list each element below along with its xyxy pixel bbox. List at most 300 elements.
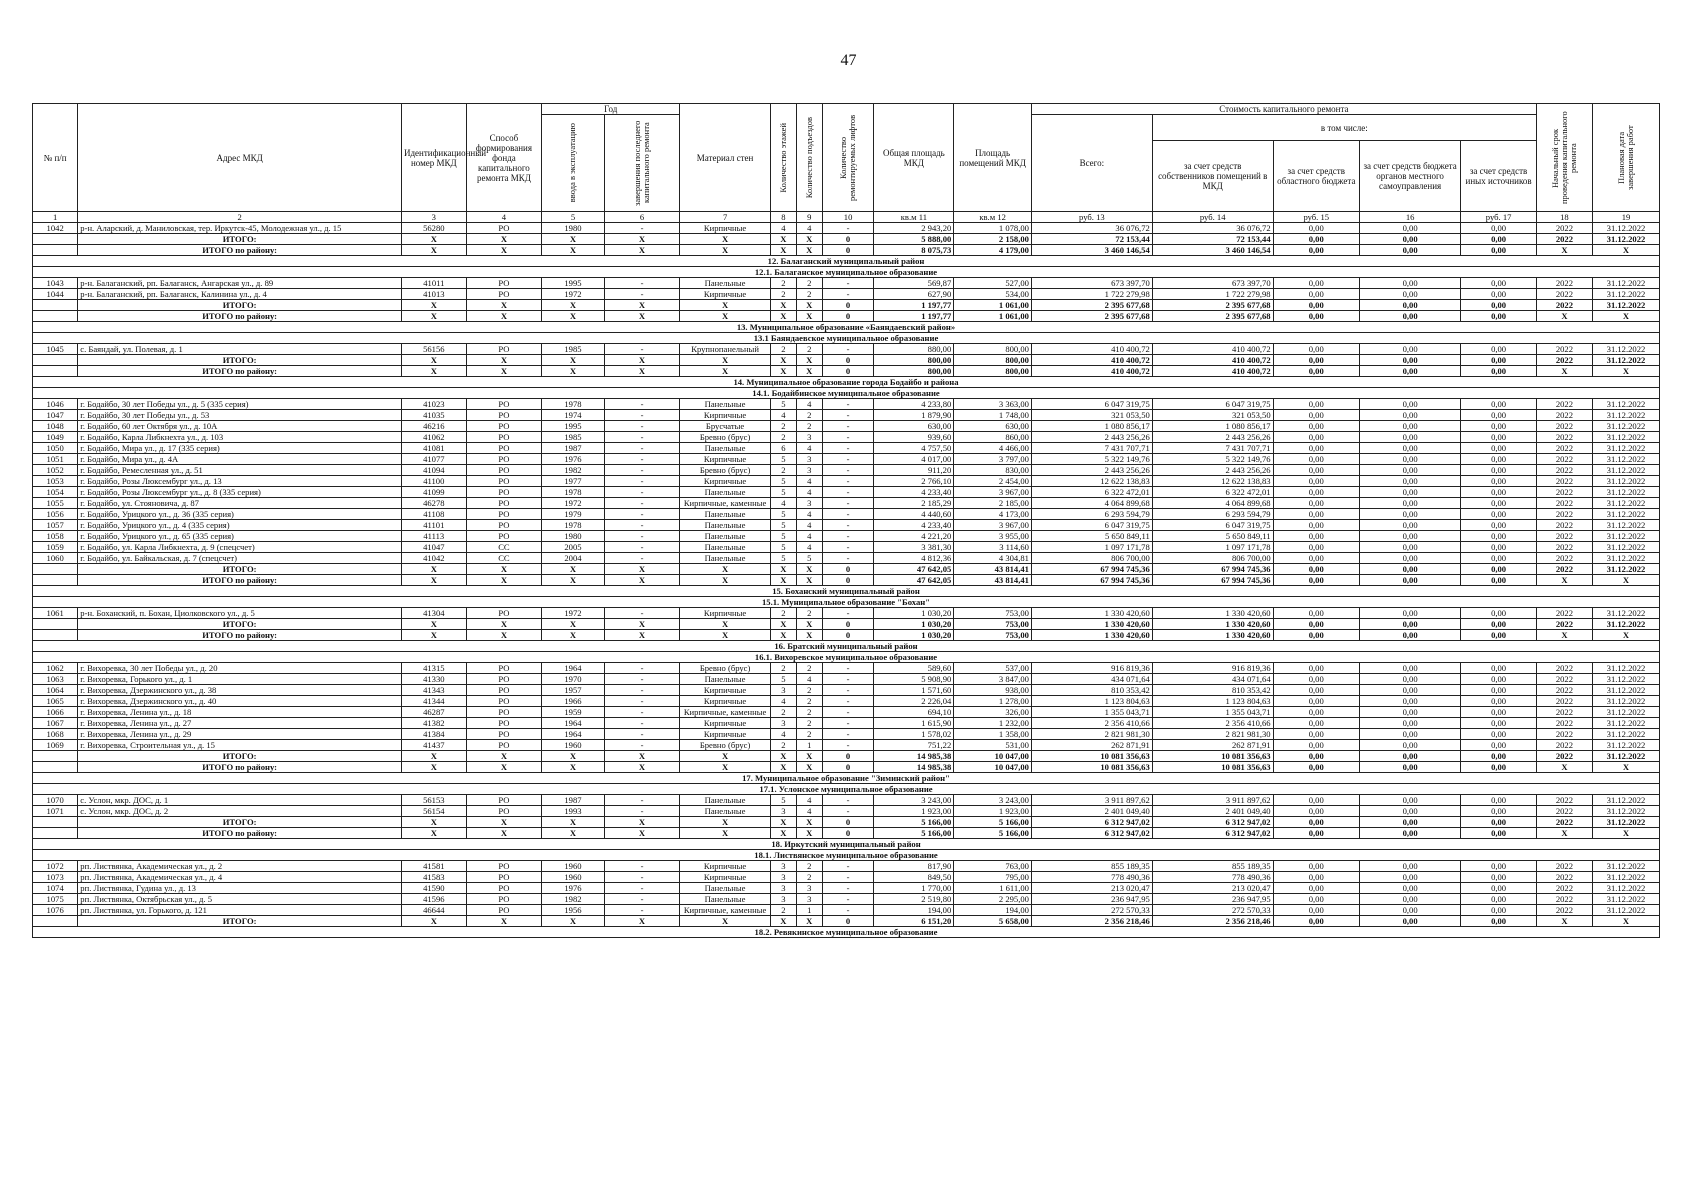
table-cell: Панельные — [680, 806, 771, 817]
table-cell: 4 233,40 — [874, 520, 954, 531]
table-cell: 1043 — [33, 278, 78, 289]
table-cell: X — [1592, 762, 1659, 773]
table-cell: 41013 — [401, 289, 466, 300]
table-row — [33, 740, 1660, 751]
table-cell: 0,00 — [1273, 476, 1359, 487]
table-cell: 410 400,72 — [1152, 366, 1273, 377]
table-cell: 916 819,36 — [1152, 663, 1273, 674]
table-cell: 849,50 — [874, 872, 954, 883]
table-cell: - — [604, 509, 680, 520]
table-cell: 1 722 279,98 — [1031, 289, 1152, 300]
table-row — [33, 883, 1660, 894]
table-cell: - — [604, 476, 680, 487]
header-col-number: 16 — [1359, 212, 1460, 223]
table-cell: г. Бодайбо, Мира ул., д. 17 (335 серия) — [78, 443, 402, 454]
table-cell: 2022 — [1536, 509, 1592, 520]
table-cell: 753,00 — [954, 630, 1032, 641]
table-cell: г. Бодайбо, Карла Либкнехта ул., д. 103 — [78, 432, 402, 443]
table-cell: 0 — [822, 575, 874, 586]
table-cell: Кирпичные — [680, 454, 771, 465]
table-cell: 3 460 146,54 — [1152, 245, 1273, 256]
header-year-commission: ввода в эксплуатацию — [542, 115, 605, 212]
table-cell: РО — [466, 872, 542, 883]
table-cell: рп. Листвянка, Гудина ул., д. 13 — [78, 883, 402, 894]
table-cell: РО — [466, 707, 542, 718]
table-cell: Брусчатые — [680, 421, 771, 432]
table-cell: 31.12.2022 — [1592, 487, 1659, 498]
table-cell: - — [822, 894, 874, 905]
header-cost-total: Всего: — [1031, 115, 1152, 212]
table-cell: 1051 — [33, 454, 78, 465]
table-cell: 410 400,72 — [1031, 366, 1152, 377]
table-cell: 5 888,00 — [874, 234, 954, 245]
district-total-row — [33, 630, 1660, 641]
table-cell: 1985 — [542, 432, 605, 443]
table-cell: 0,00 — [1359, 421, 1460, 432]
table-cell: 753,00 — [954, 619, 1032, 630]
capital-repair-table-wrapper — [32, 103, 1660, 938]
table-cell: - — [604, 520, 680, 531]
table-cell: 1964 — [542, 729, 605, 740]
table-cell: 1065 — [33, 696, 78, 707]
table-cell: 2 943,20 — [874, 223, 954, 234]
table-cell: 0,00 — [1273, 432, 1359, 443]
table-cell: X — [796, 564, 822, 575]
table-cell: 0,00 — [1273, 663, 1359, 674]
table-cell: 1044 — [33, 289, 78, 300]
table-cell — [33, 630, 78, 641]
table-cell: 3 847,00 — [954, 674, 1032, 685]
table-cell: 2022 — [1536, 234, 1592, 245]
table-row — [33, 509, 1660, 520]
table-cell: X — [1592, 311, 1659, 322]
table-cell: р-н. Боханский, п. Бохан, Циолковского ул., д. 5 — [78, 608, 402, 619]
table-cell: 2 226,04 — [874, 696, 954, 707]
table-cell: 4 — [770, 498, 796, 509]
table-cell: 2022 — [1536, 476, 1592, 487]
table-cell: 31.12.2022 — [1592, 542, 1659, 553]
table-cell: - — [604, 465, 680, 476]
table-cell: 56154 — [401, 806, 466, 817]
table-cell: 1 879,90 — [874, 410, 954, 421]
table-cell: - — [604, 729, 680, 740]
table-cell: 1 061,00 — [954, 311, 1032, 322]
table-cell: 2022 — [1536, 454, 1592, 465]
table-cell: 1054 — [33, 487, 78, 498]
table-cell: 7 431 707,71 — [1031, 443, 1152, 454]
table-cell: Кирпичные — [680, 696, 771, 707]
capital-repair-table — [32, 103, 1660, 938]
table-cell: X — [770, 355, 796, 366]
table-cell: - — [604, 872, 680, 883]
table-cell: 2 — [796, 729, 822, 740]
table-cell: 0,00 — [1359, 630, 1460, 641]
table-row — [33, 454, 1660, 465]
header-end: Плановая дата завершения работ — [1592, 104, 1659, 212]
table-cell: 2 — [770, 905, 796, 916]
table-cell: 0,00 — [1461, 828, 1537, 839]
table-cell: 3 — [796, 894, 822, 905]
table-cell: 0,00 — [1359, 806, 1460, 817]
table-cell: 630,00 — [874, 421, 954, 432]
table-cell: 0,00 — [1359, 223, 1460, 234]
table-cell: 0,00 — [1359, 707, 1460, 718]
table-cell: 2 — [796, 289, 822, 300]
table-row — [33, 905, 1660, 916]
table-cell: 6 293 594,79 — [1152, 509, 1273, 520]
table-cell: X — [1536, 575, 1592, 586]
table-cell: РО — [466, 806, 542, 817]
table-cell: 1 358,00 — [954, 729, 1032, 740]
table-cell: X — [542, 916, 605, 927]
table-cell: 12 622 138,83 — [1031, 476, 1152, 487]
table-cell: 3 243,00 — [874, 795, 954, 806]
table-cell: 0,00 — [1461, 872, 1537, 883]
table-cell: 5 658,00 — [954, 916, 1032, 927]
table-cell: X — [680, 916, 771, 927]
table-cell: 1972 — [542, 498, 605, 509]
table-cell: 2 356 410,66 — [1031, 718, 1152, 729]
table-cell: 1055 — [33, 498, 78, 509]
table-cell: 2 — [770, 707, 796, 718]
header-other: за счет средств иных источников — [1461, 141, 1537, 212]
table-cell: 0,00 — [1359, 234, 1460, 245]
table-cell: 1071 — [33, 806, 78, 817]
table-cell: 0,00 — [1359, 443, 1460, 454]
table-cell: 31.12.2022 — [1592, 465, 1659, 476]
table-cell: 0,00 — [1273, 883, 1359, 894]
table-cell: 0,00 — [1461, 685, 1537, 696]
table-cell: 2 519,80 — [874, 894, 954, 905]
table-cell: 1 355 043,71 — [1031, 707, 1152, 718]
section-header-row — [33, 839, 1660, 850]
table-cell: 0,00 — [1273, 223, 1359, 234]
table-cell: 1 330 420,60 — [1152, 619, 1273, 630]
table-cell: 1 197,77 — [874, 311, 954, 322]
header-col-number: 19 — [1592, 212, 1659, 223]
table-cell: X — [770, 916, 796, 927]
table-cell: 1995 — [542, 278, 605, 289]
section-title: 14.1. Бодайбинское муниципальное образование — [33, 388, 1660, 399]
table-cell: 778 490,36 — [1152, 872, 1273, 883]
table-cell: 31.12.2022 — [1592, 476, 1659, 487]
table-cell: 1 030,20 — [874, 608, 954, 619]
table-cell: г. Бодайбо, ул. Карла Либкнехта, д. 9 (спецсчет) — [78, 542, 402, 553]
table-cell: 2022 — [1536, 553, 1592, 564]
table-cell: 795,00 — [954, 872, 1032, 883]
table-cell: X — [680, 300, 771, 311]
table-cell: ИТОГО: — [78, 355, 402, 366]
table-cell: 2022 — [1536, 421, 1592, 432]
table-cell: Кирпичные — [680, 410, 771, 421]
table-cell: X — [466, 355, 542, 366]
table-cell: 1 923,00 — [954, 806, 1032, 817]
table-cell: 1977 — [542, 476, 605, 487]
table-cell: 1978 — [542, 399, 605, 410]
table-cell: 2022 — [1536, 432, 1592, 443]
table-cell: 10 081 356,63 — [1152, 751, 1273, 762]
table-cell: 31.12.2022 — [1592, 553, 1659, 564]
table-cell: г. Бодайбо, Мира ул., д. 4А — [78, 454, 402, 465]
table-cell: 2 443 256,26 — [1031, 465, 1152, 476]
table-cell: - — [604, 674, 680, 685]
table-cell: 0,00 — [1359, 619, 1460, 630]
table-cell: рп. Листвянка, ул. Горького, д. 121 — [78, 905, 402, 916]
table-cell: 4 — [770, 729, 796, 740]
table-cell: - — [822, 289, 874, 300]
header-num: № п/п — [33, 104, 78, 212]
table-cell: 1053 — [33, 476, 78, 487]
header-col-number: 1 — [33, 212, 78, 223]
table-cell: РО — [466, 432, 542, 443]
table-cell: 0,00 — [1461, 894, 1537, 905]
table-cell: - — [604, 663, 680, 674]
table-cell: 5 322 149,76 — [1152, 454, 1273, 465]
table-cell: 3 — [770, 806, 796, 817]
table-cell: 0,00 — [1461, 718, 1537, 729]
table-cell: 41382 — [401, 718, 466, 729]
table-cell: X — [604, 245, 680, 256]
table-cell: - — [822, 740, 874, 751]
table-cell: X — [466, 245, 542, 256]
table-row — [33, 223, 1660, 234]
table-cell: 0,00 — [1461, 476, 1537, 487]
table-cell: РО — [466, 905, 542, 916]
table-cell: 1964 — [542, 718, 605, 729]
table-cell: 1 330 420,60 — [1152, 630, 1273, 641]
table-cell: X — [542, 619, 605, 630]
table-cell: Бревно (брус) — [680, 432, 771, 443]
table-cell: 0,00 — [1461, 465, 1537, 476]
table-cell: 0,00 — [1359, 751, 1460, 762]
table-cell: 2 454,00 — [954, 476, 1032, 487]
table-cell: 4 — [796, 487, 822, 498]
table-cell: 5 — [770, 795, 796, 806]
table-cell: 0,00 — [1461, 509, 1537, 520]
table-cell: 262 871,91 — [1152, 740, 1273, 751]
table-cell: 2022 — [1536, 795, 1592, 806]
table-cell: 0,00 — [1461, 564, 1537, 575]
table-cell: 1070 — [33, 795, 78, 806]
table-cell: 5 — [770, 542, 796, 553]
table-cell: 0,00 — [1359, 685, 1460, 696]
header-col-number: 6 — [604, 212, 680, 223]
table-cell — [33, 564, 78, 575]
table-cell: 6 322 472,01 — [1031, 487, 1152, 498]
section-header-row — [33, 388, 1660, 399]
table-cell: 1060 — [33, 553, 78, 564]
table-cell: 2 — [770, 289, 796, 300]
table-cell: 31.12.2022 — [1592, 564, 1659, 575]
table-cell: 0,00 — [1273, 707, 1359, 718]
table-cell: - — [604, 399, 680, 410]
table-cell: X — [401, 817, 466, 828]
table-cell: 56153 — [401, 795, 466, 806]
section-header-row — [33, 652, 1660, 663]
table-cell: X — [542, 564, 605, 575]
section-title: 18. Иркутский муниципальный район — [33, 839, 1660, 850]
table-cell: - — [822, 883, 874, 894]
table-cell: 0,00 — [1273, 872, 1359, 883]
table-cell: Кирпичные — [680, 223, 771, 234]
section-header-row — [33, 850, 1660, 861]
table-cell: 0,00 — [1461, 344, 1537, 355]
table-row — [33, 674, 1660, 685]
table-cell: X — [542, 355, 605, 366]
table-cell: X — [401, 366, 466, 377]
table-cell: X — [680, 619, 771, 630]
district-total-row — [33, 762, 1660, 773]
table-cell: г. Бодайбо, 30 лет Победы ул., д. 53 — [78, 410, 402, 421]
table-cell: 1042 — [33, 223, 78, 234]
table-cell: 0,00 — [1273, 861, 1359, 872]
table-cell: - — [604, 542, 680, 553]
table-cell: Панельные — [680, 278, 771, 289]
table-cell: 31.12.2022 — [1592, 223, 1659, 234]
table-cell: 0,00 — [1273, 729, 1359, 740]
table-cell: 763,00 — [954, 861, 1032, 872]
table-cell: 0,00 — [1461, 234, 1537, 245]
table-cell: 0,00 — [1273, 278, 1359, 289]
table-cell: 1 080 856,17 — [1152, 421, 1273, 432]
table-cell: 0,00 — [1461, 608, 1537, 619]
section-title: 15.1. Муниципальное образование "Бохан" — [33, 597, 1660, 608]
table-cell: г. Бодайбо, Розы Люксембург ул., д. 8 (335 серия) — [78, 487, 402, 498]
table-cell: 2022 — [1536, 399, 1592, 410]
table-cell: - — [822, 223, 874, 234]
table-cell: X — [680, 762, 771, 773]
table-cell: 1073 — [33, 872, 78, 883]
table-cell: 1987 — [542, 443, 605, 454]
table-cell: 2022 — [1536, 487, 1592, 498]
header-col-number: 5 — [542, 212, 605, 223]
table-cell: 4 757,50 — [874, 443, 954, 454]
table-cell: 7 431 707,71 — [1152, 443, 1273, 454]
table-cell: - — [604, 454, 680, 465]
table-cell: 0,00 — [1273, 487, 1359, 498]
table-cell: 5 — [770, 476, 796, 487]
table-cell: 673 397,70 — [1031, 278, 1152, 289]
table-cell: 1 748,00 — [954, 410, 1032, 421]
table-cell: 3 — [770, 718, 796, 729]
table-cell: - — [822, 542, 874, 553]
table-row — [33, 729, 1660, 740]
table-row — [33, 520, 1660, 531]
table-cell: 0 — [822, 300, 874, 311]
table-cell: 938,00 — [954, 685, 1032, 696]
table-cell: 31.12.2022 — [1592, 740, 1659, 751]
table-cell: 2022 — [1536, 905, 1592, 916]
table-cell: 5 — [770, 509, 796, 520]
table-cell: 1046 — [33, 399, 78, 410]
table-row — [33, 432, 1660, 443]
table-cell: 0,00 — [1461, 421, 1537, 432]
table-cell: 10 081 356,63 — [1152, 762, 1273, 773]
section-title: 17.1. Услонское муниципальное образование — [33, 784, 1660, 795]
table-cell: - — [604, 289, 680, 300]
table-cell: 1 061,00 — [954, 300, 1032, 311]
table-cell — [33, 817, 78, 828]
table-cell: 0,00 — [1273, 399, 1359, 410]
table-cell: 72 153,44 — [1152, 234, 1273, 245]
table-cell: 31.12.2022 — [1592, 894, 1659, 905]
table-cell: Крупнопанельный — [680, 344, 771, 355]
table-cell: 817,90 — [874, 861, 954, 872]
table-cell: 6 312 947,02 — [1152, 828, 1273, 839]
table-cell: 262 871,91 — [1031, 740, 1152, 751]
table-cell: Кирпичные, каменные — [680, 905, 771, 916]
table-cell: 0,00 — [1359, 245, 1460, 256]
table-cell: X — [401, 828, 466, 839]
table-cell: X — [770, 751, 796, 762]
table-cell: X — [1592, 916, 1659, 927]
table-row — [33, 608, 1660, 619]
table-cell: 2 — [770, 421, 796, 432]
table-cell: X — [466, 762, 542, 773]
table-cell: 0,00 — [1273, 245, 1359, 256]
table-cell: 2 — [770, 465, 796, 476]
section-header-row — [33, 333, 1660, 344]
table-cell: X — [1536, 630, 1592, 641]
table-cell: 0,00 — [1359, 696, 1460, 707]
table-cell: 41583 — [401, 872, 466, 883]
table-cell: ИТОГО по району: — [78, 575, 402, 586]
table-cell: 5 — [770, 674, 796, 685]
table-cell: 0,00 — [1273, 553, 1359, 564]
table-row — [33, 476, 1660, 487]
table-cell: 1064 — [33, 685, 78, 696]
table-cell: X — [401, 311, 466, 322]
table-cell: - — [822, 861, 874, 872]
table-cell: 2004 — [542, 553, 605, 564]
table-cell: ИТОГО: — [78, 817, 402, 828]
table-cell: 2022 — [1536, 619, 1592, 630]
table-cell: - — [822, 806, 874, 817]
table-cell: X — [796, 300, 822, 311]
table-cell: 31.12.2022 — [1592, 817, 1659, 828]
table-cell: 2 — [770, 608, 796, 619]
table-cell — [33, 762, 78, 773]
table-cell: рп. Листвянка, Академическая ул., д. 4 — [78, 872, 402, 883]
table-cell: 0,00 — [1273, 454, 1359, 465]
table-cell: 2 821 981,30 — [1152, 729, 1273, 740]
table-cell: - — [822, 663, 874, 674]
table-cell: 72 153,44 — [1031, 234, 1152, 245]
table-cell: 31.12.2022 — [1592, 421, 1659, 432]
table-cell: 0 — [822, 630, 874, 641]
table-cell: г. Вихоревка, Ленина ул., д. 29 — [78, 729, 402, 740]
table-cell: 6 047 319,75 — [1031, 520, 1152, 531]
table-cell: 0,00 — [1273, 355, 1359, 366]
table-cell: X — [1536, 366, 1592, 377]
table-cell: 2 821 981,30 — [1031, 729, 1152, 740]
table-cell: 31.12.2022 — [1592, 234, 1659, 245]
table-cell: X — [401, 575, 466, 586]
table-cell: - — [822, 520, 874, 531]
table-cell: 0,00 — [1461, 223, 1537, 234]
table-cell: X — [680, 355, 771, 366]
table-cell: 31.12.2022 — [1592, 355, 1659, 366]
table-cell: 194,00 — [954, 905, 1032, 916]
table-cell: РО — [466, 685, 542, 696]
table-cell: 2022 — [1536, 685, 1592, 696]
table-cell: 0,00 — [1359, 663, 1460, 674]
table-cell: 410 400,72 — [1031, 344, 1152, 355]
table-cell — [33, 245, 78, 256]
table-cell: Панельные — [680, 520, 771, 531]
table-cell: 43 814,41 — [954, 564, 1032, 575]
table-cell: 2 185,00 — [954, 498, 1032, 509]
